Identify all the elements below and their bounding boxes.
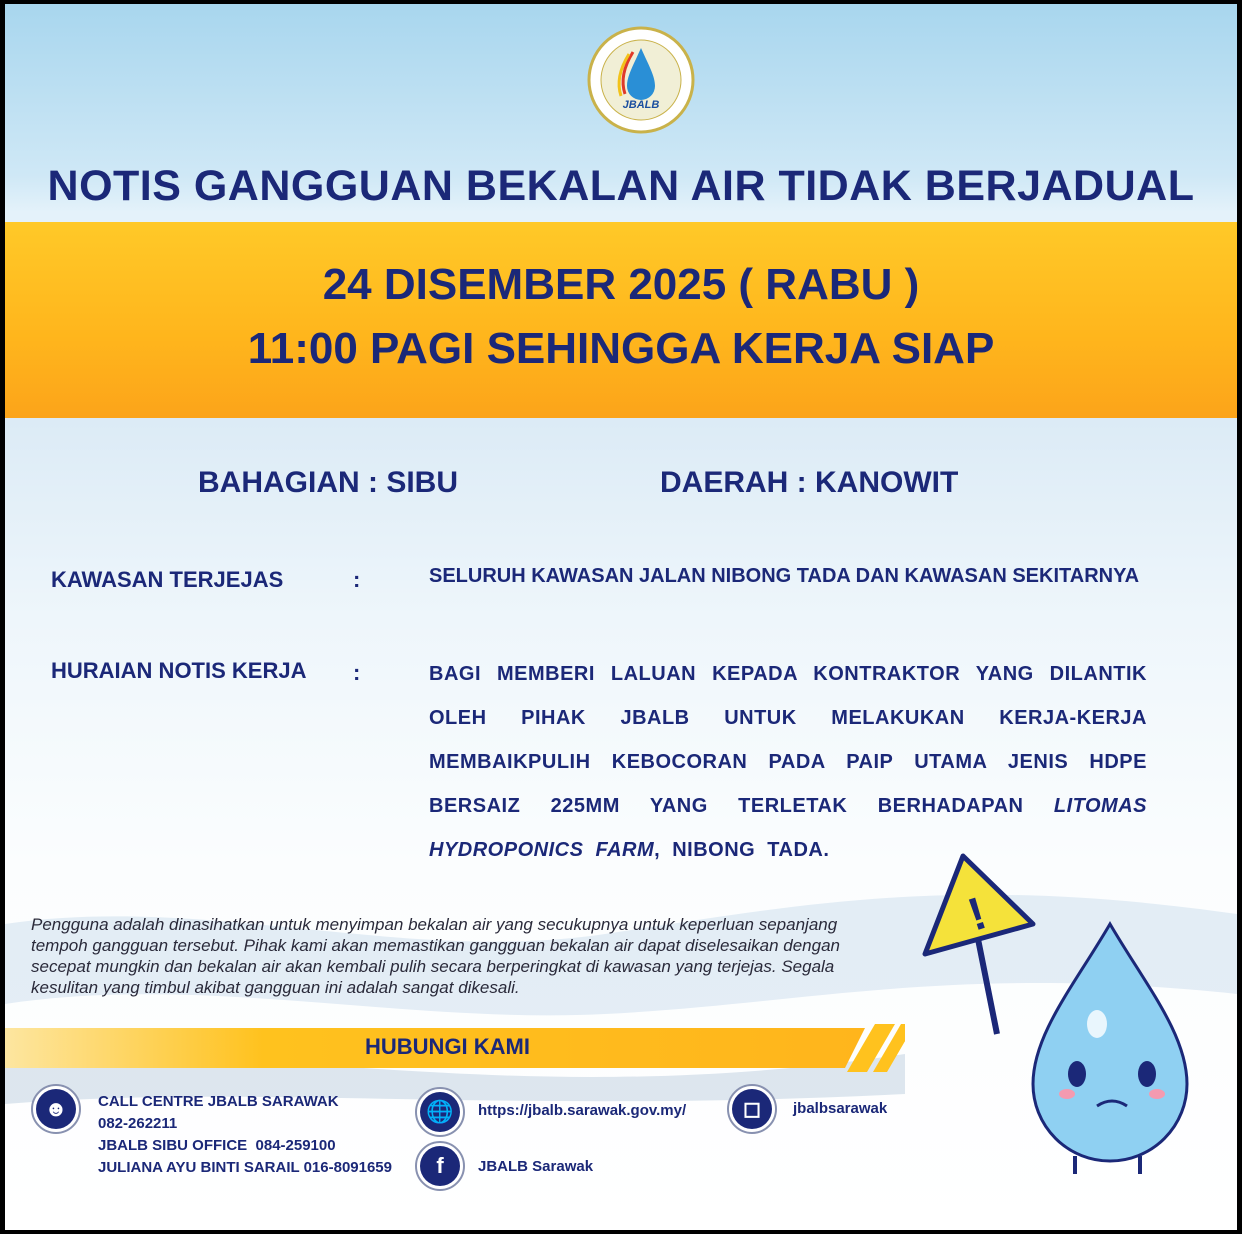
contact-lines xyxy=(98,1091,392,1179)
call-centre-label: CALL CENTRE JBALB SARAWAK xyxy=(98,1093,339,1110)
district: DAERAH : KANOWIT xyxy=(660,466,959,499)
colon: : xyxy=(353,567,361,592)
work-description-value xyxy=(429,652,1147,872)
affected-area-value: SELURUH KAWASAN JALAN NIBONG TADA DAN KAWASAN SEKITARNYA xyxy=(429,565,1140,587)
desc-text: BAGI MEMBERI LALUAN KEPADA KONTRAKTOR YANG DILANTIK OLEH PIHAK JBALB UNTUK MELAKUKAN KERJA-KERJA MEMBAIKPULIH KEBOCORAN PADA PAIP UTAMA JENIS HDPE BERSAIZ 225MM YANG TERLETAK BERHADAPAN xyxy=(429,663,1147,817)
svg-text:JBALB: JBALB xyxy=(622,99,660,111)
officer-phone[interactable]: JULIANA AYU BINTI SARAIL 016-8091659 xyxy=(98,1159,392,1176)
schedule-time: 11:00 PAGI SEHINGGA KERJA SIAP xyxy=(247,324,995,373)
schedule-band xyxy=(5,222,1237,418)
jbalb-logo xyxy=(583,26,699,134)
call-centre-phone[interactable]: 082-262211 xyxy=(98,1115,178,1132)
work-description-label: HURAIAN NOTIS KERJA xyxy=(51,658,307,683)
desc-text-end: , NIBONG TADA. xyxy=(654,839,830,861)
division: BAHAGIAN : SIBU xyxy=(198,466,458,499)
website-link[interactable]: https://jbalb.sarawak.gov.my/ xyxy=(478,1102,687,1119)
instagram-link[interactable]: jbalbsarawak xyxy=(793,1100,888,1117)
colon: : xyxy=(353,660,361,685)
notice-poster xyxy=(5,4,1237,1230)
schedule-date: 24 DISEMBER 2025 ( RABU ) xyxy=(322,260,920,309)
facebook-icon: f xyxy=(415,1141,465,1191)
desc-farm-name: LITOMAS HYDROPONICS FARM xyxy=(429,795,1147,861)
sibu-office-phone[interactable]: JBALB SIBU OFFICE 084-259100 xyxy=(98,1137,336,1154)
facebook-link[interactable]: JBALB Sarawak xyxy=(478,1158,594,1175)
globe-icon: 🌐 xyxy=(415,1087,465,1137)
water-drop-mascot-with-warning-sign xyxy=(885,844,1225,1184)
advice-text: Pengguna adalah dinasihatkan untuk menyimpan bekalan air yang secukupnya untuk keperluan sepanjang tempoh gangguan tersebut. Pihak kami akan memastikan gangguan bekalan air dapat diselesaikan dengan secepat mungkin dan bekalan air akan kembali pulih secara berperingkat di kawasan yang terjejas. Segala kesulitan yang timbul akibat gangguan ini adalah sangat dikesali. xyxy=(31,915,840,997)
affected-area-label: KAWASAN TERJEJAS xyxy=(51,567,284,592)
page-title: NOTIS GANGGUAN BEKALAN AIR TIDAK BERJADUAL xyxy=(47,162,1195,210)
user-icon: ☻ xyxy=(31,1084,81,1134)
instagram-icon: ◻ xyxy=(727,1084,777,1134)
svg-text:!: ! xyxy=(961,886,993,941)
contact-heading: HUBUNGI KAMI xyxy=(365,1034,530,1059)
